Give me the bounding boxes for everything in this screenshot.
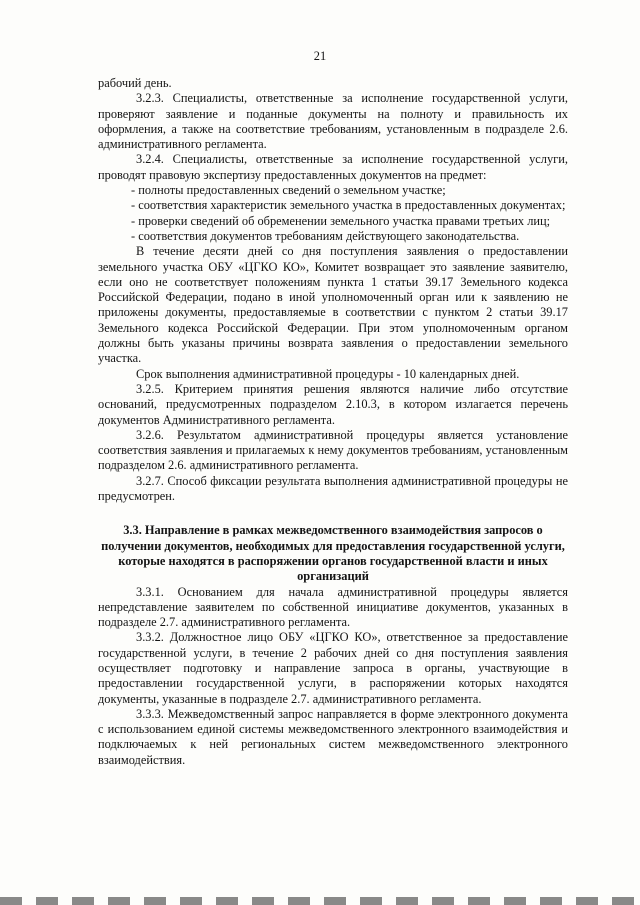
paragraph-3-2-3: 3.2.3. Специалисты, ответственные за исполнение государственной услуги, проверяют заявление и поданные документы на полноту и правильность их оформления, а также на соответствие требованиям, установленным в подразделе 2.6. административного регламента.	[98, 91, 568, 152]
paragraph-3-3-3: 3.3.3. Межведомственный запрос направляется в форме электронного документа с использованием единой системы межведомственного электронного взаимодействия и подключаемых к ней региональных систем межведомственного электронного взаимодействия.	[98, 706, 568, 767]
paragraph-3-2-4: 3.2.4. Специалисты, ответственные за исполнение государственной услуги, проводят правовую экспертизу предоставленных документов на предмет:	[98, 152, 568, 182]
page-number: 21	[313, 49, 327, 63]
paragraph-3-2-5: 3.2.5. Критерием принятия решения являются наличие либо отсутствие оснований, предусмотренных подразделом 2.10.3, в котором излагается перечень документов Административного регламента.	[98, 381, 568, 427]
list-item: - соответствия характеристик земельного участка в предоставленных документах;	[131, 198, 566, 213]
paragraph-3-3-1: 3.3.1. Основанием для начала административной процедуры является непредставление заявителем по собственной инициативе документов, указанных в подразделе 2.7. административного регламента.	[98, 584, 568, 630]
list-item: - соответствия документов требованиям действующего законодательства.	[131, 228, 520, 243]
paragraph-3-3-2: 3.3.2. Должностное лицо ОБУ «ЦГКО КО», ответственное за предоставление государственной услуги, в течение 2 рабочих дней со дня поступления заявления осуществляет подготовку и направление запроса в органы, участвующие в предоставлении государственной услуги, в распоряжении которых находятся документы, указанные в подразделе 2.7. административного регламента.	[98, 630, 568, 706]
document-body	[98, 76, 568, 768]
list-item: - проверки сведений об обременении земельного участка правами третьих лиц;	[131, 213, 551, 228]
section-heading-3-3: 3.3. Направление в рамках межведомственного взаимодействия запросов о получении документов, необходимых для предоставления государственной услуги, которые находятся в распоряжении органов государственной власти и иных организаций	[101, 523, 565, 584]
scan-bottom-border	[0, 897, 640, 905]
paragraph-3-2-6: 3.2.6. Результатом административной процедуры является установление соответствия заявления и прилагаемых к нему документов требованиям, установленным подразделом 2.6. административного регламента.	[98, 427, 568, 473]
paragraph-3-2-7: 3.2.7. Способ фиксации результата выполнения административной процедуры не предусмотрен.	[98, 473, 568, 504]
paragraph-return-conditions: В течение десяти дней со дня поступления заявления о предоставлении земельного участка ОБУ «ЦГКО КО», Комитет возвращает это заявление заявителю, если оно не соответствует положениям пункта 1 статьи 39.17 Земельного кодекса Российской Федерации, подано в иной уполномоченный орган или к заявлению не приложены документы, предоставляемые в соответствии с пунктом 2 статьи 39.17 Земельного кодекса Российской Федерации. При этом уполномоченным органом должны быть указаны причины возврата заявления о предоставлении земельного участка.	[98, 244, 568, 366]
paragraph-deadline: Срок выполнения административной процедуры - 10 календарных дней.	[136, 366, 520, 381]
list-item: - полноты предоставленных сведений о земельном участке;	[131, 183, 446, 198]
paragraph-continuation: рабочий день.	[98, 76, 172, 90]
